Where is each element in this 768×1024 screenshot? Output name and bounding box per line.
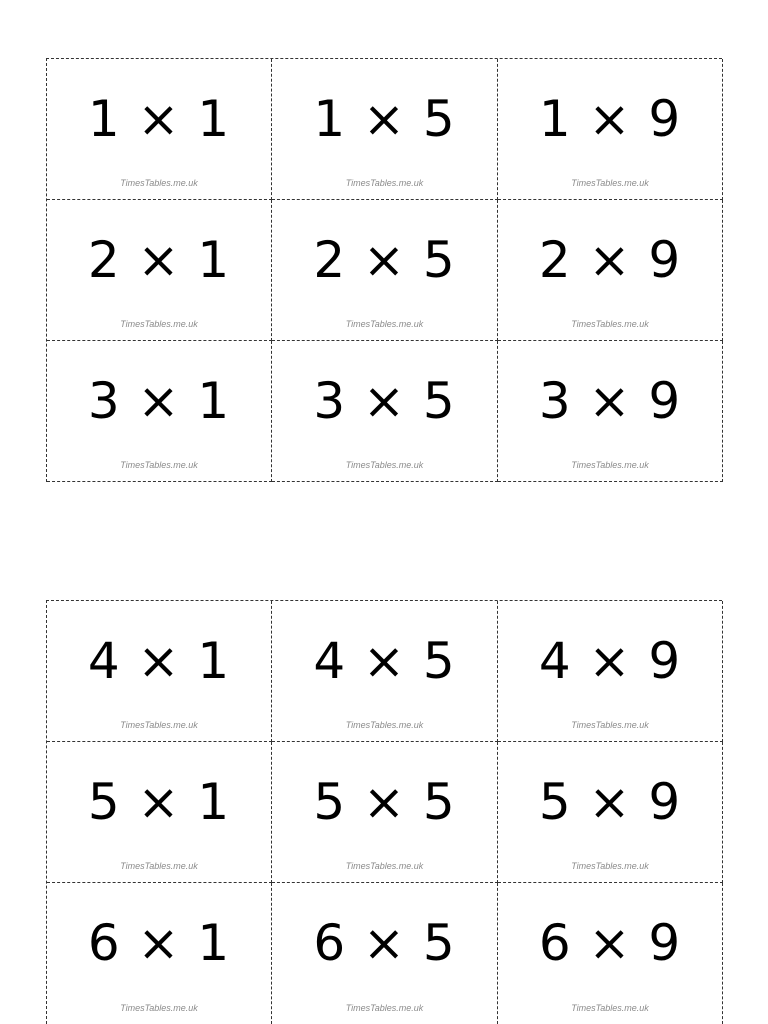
flashcard-credit: TimesTables.me.uk [345, 1003, 424, 1013]
flashcard-credit: TimesTables.me.uk [120, 319, 198, 329]
flashcard-expression: 1 × 9 [538, 90, 682, 148]
flashcard [47, 341, 272, 482]
flashcard-expression: 1 × 5 [313, 90, 456, 148]
flashcard-expression: 6 × 1 [87, 914, 231, 972]
flashcard [272, 200, 498, 341]
flashcard-expression: 5 × 5 [313, 773, 456, 831]
flashcard-credit: TimesTables.me.uk [345, 861, 424, 871]
flashcard-expression: 5 × 1 [87, 773, 231, 831]
flashcard-credit: TimesTables.me.uk [571, 178, 649, 188]
flashcard-expression: 2 × 5 [313, 231, 456, 289]
flashcard-credit: TimesTables.me.uk [120, 178, 198, 188]
flashcard-credit: TimesTables.me.uk [571, 319, 649, 329]
flashcard [47, 742, 272, 883]
flashcard [47, 601, 272, 742]
flashcard [47, 59, 272, 200]
flashcard-credit: TimesTables.me.uk [571, 861, 649, 871]
flashcard-expression: 2 × 1 [87, 231, 231, 289]
flashcard [498, 200, 723, 341]
flashcard [498, 742, 723, 883]
flashcard-credit: TimesTables.me.uk [120, 861, 198, 871]
flashcard-expression: 4 × 9 [538, 632, 682, 690]
flashcard-credit: TimesTables.me.uk [120, 460, 198, 470]
flashcard [498, 883, 723, 1024]
flashcard-expression: 3 × 9 [538, 372, 682, 430]
flashcard [272, 601, 498, 742]
flashcard [272, 742, 498, 883]
flashcard [47, 883, 272, 1024]
flashcard-sheet-top [46, 58, 722, 482]
flashcard [498, 59, 723, 200]
flashcard [498, 601, 723, 742]
flashcard-credit: TimesTables.me.uk [345, 720, 424, 730]
flashcard [272, 59, 498, 200]
flashcard-credit: TimesTables.me.uk [571, 460, 649, 470]
flashcard-credit: TimesTables.me.uk [345, 460, 424, 470]
flashcard-credit: TimesTables.me.uk [571, 720, 649, 730]
flashcard-expression: 1 × 1 [87, 90, 231, 148]
flashcard [272, 341, 498, 482]
flashcard-credit: TimesTables.me.uk [345, 178, 424, 188]
flashcard-expression: 3 × 1 [87, 372, 231, 430]
flashcard [47, 200, 272, 341]
flashcard-expression: 4 × 5 [313, 632, 456, 690]
flashcard-expression: 5 × 9 [538, 773, 682, 831]
flashcard-expression: 6 × 9 [538, 914, 682, 972]
flashcard-expression: 2 × 9 [538, 231, 682, 289]
flashcard [272, 883, 498, 1024]
flashcard-expression: 3 × 5 [313, 372, 456, 430]
flashcard-expression: 4 × 1 [87, 632, 231, 690]
flashcard-credit: TimesTables.me.uk [120, 1003, 198, 1013]
flashcard [498, 341, 723, 482]
flashcard-expression: 6 × 5 [313, 914, 456, 972]
flashcard-credit: TimesTables.me.uk [120, 720, 198, 730]
flashcard-credit: TimesTables.me.uk [571, 1003, 649, 1013]
flashcard-credit: TimesTables.me.uk [345, 319, 424, 329]
flashcard-sheet-bottom [46, 600, 722, 1024]
